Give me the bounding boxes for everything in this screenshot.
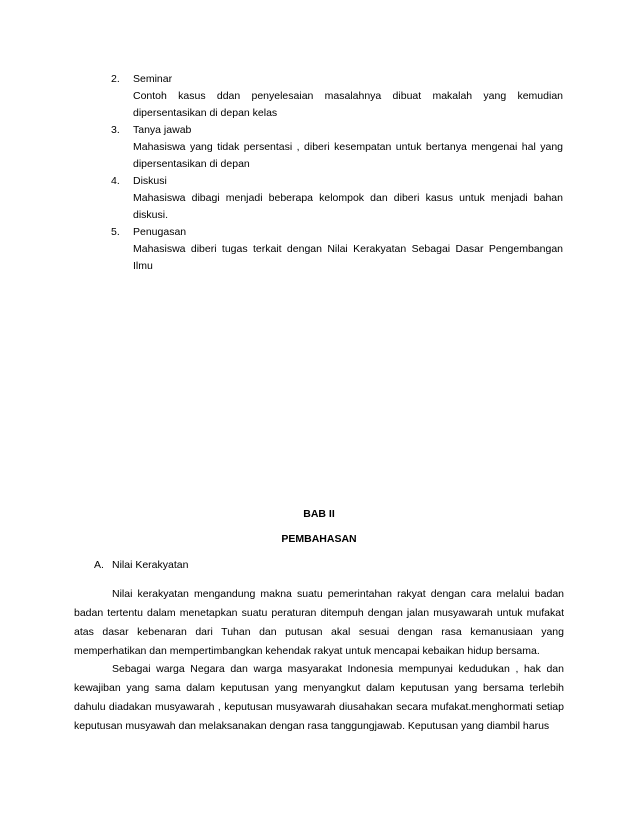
- list-number: 2.: [111, 73, 120, 85]
- section-title: Nilai Kerakyatan: [112, 559, 189, 571]
- chapter-subtitle: PEMBAHASAN: [281, 533, 357, 545]
- list-item-description: Mahasiswa dibagi menjadi beberapa kelompok dan diberi kasus untuk menjadi bahan diskusi.: [133, 192, 563, 221]
- list-item-description: Mahasiswa yang tidak persentasi , diberi kesempatan untuk bertanya mengenai hal yang dipersentasikan di depan: [133, 141, 563, 170]
- list-item-title: Penugasan: [133, 226, 187, 238]
- list-item-title: Tanya jawab: [133, 124, 192, 136]
- section-heading: [94, 557, 188, 574]
- list-item-title: Diskusi: [133, 175, 167, 187]
- section-letter: A.: [94, 559, 104, 571]
- list-number: 3.: [111, 124, 120, 136]
- list-item-title: Seminar: [133, 73, 173, 85]
- list-number: 5.: [111, 226, 120, 238]
- list-item: [111, 71, 563, 122]
- method-list: [111, 71, 563, 275]
- list-item: [111, 122, 563, 173]
- list-item: [111, 224, 563, 275]
- body-paragraph: Nilai kerakyatan mengandung makna suatu pemerintahan rakyat dengan cara melalui badan badan tertentu dalam menetapkan suatu peraturan ditempuh dengan jalan musyawarah untuk mufakat atas dasar kebenaran dari Tuhan dan putusan akal sesuai dengan rasa kemanusiaan yang memperhatikan dan mempertimbangkan kehendak rakyat untuk mencapai kebaikan hidup bersama.: [74, 588, 564, 657]
- list-item-description: Mahasiswa diberi tugas terkait dengan Nilai Kerakyatan Sebagai Dasar Pengembangan Ilmu: [133, 243, 563, 272]
- list-number: 4.: [111, 175, 120, 187]
- list-item: [111, 173, 563, 224]
- list-item-description: Contoh kasus ddan penyelesaian masalahnya dibuat makalah yang kemudian dipersentasikan di depan kelas: [133, 90, 563, 119]
- chapter-title: BAB II: [303, 508, 335, 520]
- body-paragraph: Sebagai warga Negara dan warga masyarakat Indonesia mempunyai kedudukan , hak dan kewajiban yang sama dalam keputusan yang menyangkut dalam keputusan yang bersama terlebih dahulu diadakan musyawarah , keputusan musyawarah diusahakan secara mufakat.menghormati setiap keputusan musyawah dan melaksanakan dengan rasa tanggungjawab. Keputusan yang diambil harus: [74, 663, 564, 732]
